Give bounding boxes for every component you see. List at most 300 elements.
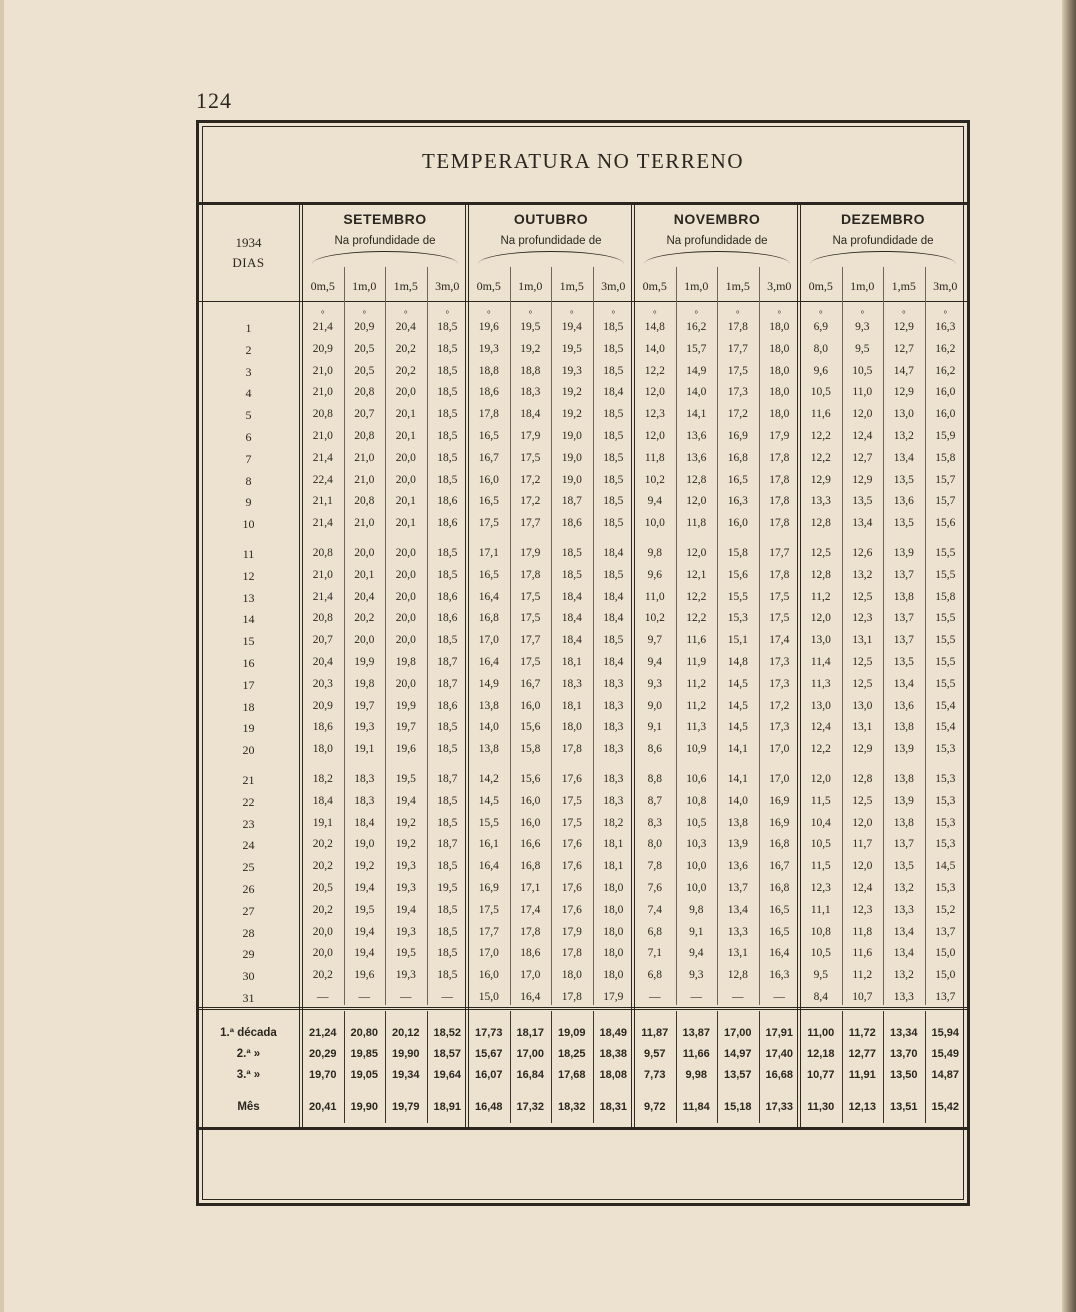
- temperature-cell: 11,5: [810, 860, 831, 873]
- temperature-cell: —: [649, 991, 661, 1003]
- temperature-cell: 18,5: [437, 925, 458, 938]
- temperature-cell: 18,6: [437, 612, 458, 625]
- temperature-cell: 13,0: [852, 699, 873, 712]
- temperature-cell: 16,6: [520, 838, 541, 851]
- temperature-cell: 16,8: [520, 860, 541, 873]
- temperature-cell: 17,8: [561, 991, 582, 1003]
- temperature-cell: 16,9: [769, 816, 790, 829]
- summary-value-cell: 15,18: [723, 1101, 752, 1113]
- temperature-cell: 18,6: [437, 699, 458, 712]
- temperature-cell: 12,2: [644, 364, 665, 377]
- temperature-cell: 18,4: [561, 590, 582, 603]
- temperature-cell: 13,8: [478, 699, 499, 712]
- summary-divider-line: [593, 1011, 594, 1123]
- temperature-cell: 12,0: [852, 408, 873, 421]
- temperature-cell: —: [358, 991, 370, 1003]
- degree-mark: °: [569, 309, 574, 319]
- table-title: TEMPERATURA NO TERRENO: [422, 149, 744, 173]
- temperature-cell: 17,5: [769, 612, 790, 625]
- temperature-cell: 20,5: [354, 364, 375, 377]
- temperature-cell: 13,9: [727, 838, 748, 851]
- temperature-cell: 13,1: [852, 721, 873, 734]
- temperature-cell: 19,3: [395, 925, 416, 938]
- summary-value-cell: 19,34: [391, 1069, 420, 1081]
- degree-mark: °: [320, 309, 325, 319]
- temperature-cell: 12,4: [852, 430, 873, 442]
- temperature-cell: 17,3: [769, 721, 790, 734]
- day-number: 25: [242, 860, 255, 875]
- summary-value-cell: 11,00: [807, 1027, 835, 1039]
- temperature-cell: 17,2: [769, 699, 790, 712]
- temperature-cell: 15,8: [935, 590, 956, 603]
- temperature-cell: 18,5: [437, 721, 458, 734]
- summary-value-cell: 17,73: [474, 1027, 503, 1039]
- depth-caption: Na profundidade de: [666, 235, 768, 247]
- temperature-cell: 18,1: [603, 838, 624, 851]
- temperature-cell: 17,3: [769, 656, 790, 668]
- temperature-cell: 21,1: [312, 495, 333, 508]
- temperature-cell: 13,1: [852, 634, 873, 647]
- temperature-cell: 17,8: [769, 517, 790, 530]
- temperature-cell: 17,8: [769, 568, 790, 581]
- temperature-cell: 17,7: [769, 547, 790, 559]
- temperature-cell: 20,9: [312, 342, 333, 355]
- temperature-cell: —: [732, 991, 744, 1003]
- temperature-cell: 10,4: [810, 816, 831, 829]
- degree-mark: °: [943, 309, 948, 319]
- temperature-cell: 8,3: [647, 816, 662, 829]
- temperature-cell: 12,0: [810, 773, 831, 785]
- temperature-cell: 12,0: [686, 547, 707, 559]
- temperature-cell: 15,4: [935, 699, 956, 712]
- summary-value-cell: 13,70: [889, 1048, 918, 1060]
- depth-column-header: 1m,0: [518, 279, 543, 293]
- summary-value-cell: 14,87: [931, 1069, 960, 1081]
- temperature-cell: 14,0: [686, 386, 707, 399]
- temperature-cell: 16,8: [769, 838, 790, 851]
- temperature-cell: 15,8: [935, 451, 956, 464]
- temperature-cell: 11,3: [686, 721, 707, 734]
- day-number: 4: [245, 386, 252, 401]
- temperature-cell: 16,2: [935, 364, 956, 377]
- temperature-cell: 14,1: [686, 408, 707, 421]
- temperature-cell: 20,0: [395, 677, 416, 690]
- summary-value-cell: 19,90: [391, 1048, 420, 1060]
- temperature-cell: 13,0: [810, 634, 831, 647]
- bottom-rule: [199, 1127, 967, 1130]
- temperature-cell: 13,7: [935, 925, 956, 938]
- depth-column-header: 3m,0: [933, 279, 958, 293]
- temperature-cell: 18,5: [437, 430, 458, 442]
- temperature-cell: 9,5: [813, 969, 828, 982]
- temperature-cell: 21,0: [312, 568, 333, 581]
- temperature-cell: 11,2: [852, 969, 873, 982]
- temperature-cell: 11,4: [810, 656, 831, 668]
- temperature-cell: 18,1: [603, 860, 624, 873]
- temperature-cell: 18,5: [437, 947, 458, 960]
- summary-value-cell: 19,64: [433, 1069, 462, 1081]
- temperature-cell: 16,3: [935, 321, 956, 333]
- summary-value-cell: 10,77: [806, 1069, 835, 1081]
- temperature-cell: 11,8: [644, 451, 665, 464]
- temperature-cell: 20,8: [354, 495, 375, 508]
- summary-value-cell: 12,13: [848, 1101, 877, 1113]
- temperature-cell: 12,6: [852, 547, 873, 559]
- temperature-cell: 20,5: [312, 882, 333, 894]
- temperature-cell: 8,0: [647, 838, 662, 851]
- day-number: 23: [242, 816, 255, 831]
- temperature-cell: 20,8: [312, 612, 333, 625]
- temperature-cell: 11,6: [852, 947, 873, 960]
- temperature-cell: 12,0: [644, 386, 665, 399]
- day-number: 10: [242, 517, 255, 532]
- temperature-cell: 13,6: [727, 860, 748, 873]
- temperature-cell: 12,9: [852, 743, 873, 756]
- summary-value-cell: 11,72: [848, 1027, 876, 1039]
- header-rule: [199, 301, 967, 302]
- temperature-cell: 11,9: [686, 656, 707, 668]
- depth-caption: Na profundidade de: [500, 235, 602, 247]
- day-number: 19: [242, 721, 255, 736]
- summary-value-cell: 16,68: [765, 1069, 794, 1081]
- temperature-cell: 19,0: [561, 451, 582, 464]
- temperature-cell: 18,5: [603, 451, 624, 464]
- temperature-cell: 16,4: [478, 656, 499, 668]
- depth-divider-line: [842, 267, 843, 1005]
- temperature-cell: 17,5: [769, 590, 790, 603]
- temperature-cell: 11,5: [810, 794, 831, 807]
- summary-value-cell: 18,38: [599, 1048, 628, 1060]
- temperature-cell: 12,3: [852, 903, 873, 916]
- temperature-cell: 13,4: [852, 517, 873, 530]
- depth-column-header: 0m,5: [476, 279, 501, 293]
- summary-value-cell: 19,09: [557, 1027, 586, 1039]
- day-number: 11: [242, 547, 255, 561]
- summary-divider-line: [344, 1011, 345, 1123]
- temperature-cell: 13,3: [893, 991, 914, 1003]
- temperature-cell: 18,6: [561, 517, 582, 530]
- temperature-cell: 18,4: [603, 590, 624, 603]
- depth-column-header: 3m,0: [601, 279, 626, 293]
- temperature-cell: 10,8: [686, 794, 707, 807]
- temperature-cell: 12,5: [852, 794, 873, 807]
- temperature-cell: 18,7: [437, 677, 458, 690]
- temperature-cell: 19,4: [561, 321, 582, 333]
- temperature-cell: 18,5: [437, 903, 458, 916]
- temperature-cell: 13,7: [893, 612, 914, 625]
- temperature-cell: 19,0: [561, 430, 582, 442]
- temperature-cell: 18,5: [437, 342, 458, 355]
- temperature-cell: 9,6: [647, 568, 662, 581]
- temperature-cell: 20,2: [312, 903, 333, 916]
- temperature-cell: 12,0: [810, 612, 831, 625]
- temperature-cell: 13,7: [893, 634, 914, 647]
- summary-divider-line: [427, 1011, 428, 1123]
- summary-value-cell: 19,85: [350, 1048, 379, 1060]
- depth-divider-line: [427, 267, 428, 1005]
- temperature-cell: 18,5: [437, 794, 458, 807]
- temperature-cell: 13,9: [893, 547, 914, 559]
- day-number: 18: [242, 699, 255, 714]
- day-number: 13: [242, 590, 255, 605]
- temperature-cell: 9,3: [855, 321, 870, 333]
- temperature-cell: 18,4: [561, 634, 582, 647]
- temperature-cell: 18,0: [312, 743, 333, 756]
- day-number: 27: [242, 903, 255, 918]
- temperature-cell: 13,3: [810, 495, 831, 508]
- temperature-cell: 17,8: [561, 947, 582, 960]
- day-number: 29: [242, 947, 255, 962]
- temperature-cell: 17,8: [520, 925, 541, 938]
- temperature-cell: 21,4: [312, 451, 333, 464]
- temperature-cell: 15,7: [935, 495, 956, 508]
- summary-value-cell: 20,80: [350, 1027, 379, 1039]
- day-number: 30: [242, 969, 255, 984]
- day-number: 26: [242, 882, 255, 896]
- temperature-cell: 17,8: [478, 408, 499, 421]
- temperature-cell: 20,4: [312, 656, 333, 668]
- summary-value-cell: 14,97: [723, 1048, 752, 1060]
- temperature-cell: 17,9: [603, 991, 624, 1003]
- temperature-cell: 18,5: [437, 451, 458, 464]
- depth-divider-line: [510, 267, 511, 1005]
- temperature-cell: 18,5: [437, 969, 458, 982]
- temperature-cell: 13,4: [893, 947, 914, 960]
- temperature-cell: 15,3: [935, 743, 956, 756]
- temperature-cell: 18,0: [769, 386, 790, 399]
- temperature-cell: 17,5: [520, 612, 541, 625]
- temperature-cell: 17,5: [520, 451, 541, 464]
- temperature-cell: 18,5: [437, 364, 458, 377]
- temperature-cell: 22,4: [312, 473, 333, 486]
- temperature-cell: 6,8: [647, 969, 662, 982]
- temperature-cell: 16,5: [478, 430, 499, 442]
- temperature-cell: 19,4: [354, 947, 375, 960]
- temperature-cell: 9,4: [647, 656, 662, 668]
- temperature-cell: 19,4: [395, 903, 416, 916]
- temperature-cell: 19,5: [437, 882, 458, 894]
- summary-row-label: 2.ª »: [236, 1048, 261, 1060]
- temperature-cell: 13,8: [893, 773, 914, 785]
- day-number: 20: [242, 743, 255, 758]
- temperature-cell: 18,3: [603, 699, 624, 712]
- temperature-cell: 18,0: [769, 342, 790, 355]
- summary-value-cell: 17,33: [765, 1101, 794, 1113]
- summary-value-cell: 12,77: [848, 1048, 877, 1060]
- month-divider-line: [299, 203, 303, 1127]
- temperature-cell: 18,5: [437, 547, 458, 559]
- temperature-cell: 18,0: [561, 721, 582, 734]
- temperature-cell: 20,5: [354, 342, 375, 355]
- temperature-cell: 21,0: [354, 473, 375, 486]
- temperature-cell: 19,5: [561, 342, 582, 355]
- temperature-cell: 16,8: [478, 612, 499, 625]
- temperature-cell: —: [441, 991, 453, 1003]
- month-name-setembro: SETEMBRO: [343, 211, 427, 227]
- depth-column-header: 1,m5: [891, 279, 916, 293]
- summary-value-cell: 18,31: [599, 1101, 628, 1113]
- temperature-cell: 12,5: [852, 656, 873, 668]
- summary-divider-line: [385, 1011, 386, 1123]
- summary-value-cell: 9,57: [644, 1048, 666, 1060]
- temperature-cell: 16,4: [478, 860, 499, 873]
- temperature-cell: 20,2: [312, 838, 333, 851]
- temperature-cell: 15,5: [935, 634, 956, 647]
- temperature-cell: 8,4: [813, 991, 828, 1003]
- summary-value-cell: 16,07: [474, 1069, 503, 1081]
- temperature-cell: 18,5: [603, 473, 624, 486]
- temperature-cell: 18,5: [437, 408, 458, 421]
- temperature-cell: 14,5: [478, 794, 499, 807]
- temperature-cell: 10,5: [810, 947, 831, 960]
- temperature-cell: 13,6: [893, 699, 914, 712]
- temperature-cell: 17,8: [769, 451, 790, 464]
- temperature-cell: 6,8: [647, 925, 662, 938]
- temperature-cell: 15,4: [935, 721, 956, 734]
- temperature-cell: 12,9: [810, 473, 831, 486]
- temperature-cell: 15,3: [727, 612, 748, 625]
- temperature-cell: 13,5: [852, 495, 873, 508]
- summary-value-cell: 13,51: [889, 1101, 918, 1113]
- summary-value-cell: 15,94: [931, 1027, 960, 1039]
- temperature-cell: 18,0: [603, 925, 624, 938]
- temperature-cell: 17,2: [520, 473, 541, 486]
- temperature-cell: 17,6: [561, 903, 582, 916]
- temperature-cell: 20,9: [312, 699, 333, 712]
- temperature-cell: 9,5: [855, 342, 870, 355]
- summary-value-cell: 7,73: [644, 1069, 666, 1081]
- summary-value-cell: 18,57: [433, 1048, 462, 1060]
- depth-column-header: 0m,5: [310, 279, 335, 293]
- day-number: 22: [242, 794, 255, 809]
- temperature-cell: 20,0: [395, 568, 416, 581]
- temperature-cell: 12,0: [644, 430, 665, 442]
- temperature-cell: 15,3: [935, 794, 956, 807]
- day-number: 12: [242, 568, 255, 583]
- temperature-cell: 16,0: [478, 473, 499, 486]
- depth-column-header: 0m,5: [642, 279, 667, 293]
- summary-value-cell: 13,57: [723, 1069, 752, 1081]
- temperature-cell: 16,4: [478, 590, 499, 603]
- depth-divider-line: [883, 267, 884, 1005]
- degree-mark: °: [445, 309, 450, 319]
- temperature-cell: 12,3: [852, 612, 873, 625]
- temperature-cell: 19,3: [561, 364, 582, 377]
- temperature-cell: —: [400, 991, 412, 1003]
- day-number: 6: [245, 430, 252, 444]
- temperature-cell: 13,9: [893, 743, 914, 756]
- temperature-cell: 15,3: [935, 838, 956, 851]
- temperature-cell: 11,7: [852, 838, 873, 851]
- temperature-cell: 12,0: [852, 860, 873, 873]
- degree-mark: °: [486, 309, 491, 319]
- depth-column-header: 1m,0: [850, 279, 875, 293]
- temperature-cell: 7,4: [647, 903, 662, 916]
- temperature-cell: 12,9: [893, 321, 914, 333]
- temperature-cell: 14,1: [727, 773, 748, 785]
- temperature-cell: 19,2: [395, 838, 416, 851]
- degree-mark: °: [652, 309, 657, 319]
- temperature-cell: 17,8: [769, 495, 790, 508]
- summary-value-cell: 15,42: [931, 1101, 960, 1113]
- temperature-cell: 15,9: [935, 430, 956, 442]
- temperature-cell: 18,3: [603, 773, 624, 785]
- temperature-cell: 19,4: [354, 882, 375, 894]
- temperature-cell: 21,0: [354, 451, 375, 464]
- temperature-cell: 16,1: [478, 838, 499, 851]
- temperature-cell: 13,8: [893, 590, 914, 603]
- temperature-cell: 20,0: [395, 612, 416, 625]
- temperature-cell: 14,0: [644, 342, 665, 355]
- temperature-cell: 12,8: [727, 969, 748, 982]
- summary-value-cell: 11,66: [682, 1048, 710, 1060]
- temperature-cell: 20,2: [395, 342, 416, 355]
- temperature-cell: 20,7: [312, 634, 333, 647]
- temperature-cell: 17,3: [769, 677, 790, 690]
- temperature-cell: 20,2: [395, 364, 416, 377]
- day-number: 24: [242, 838, 255, 853]
- temperature-cell: 10,9: [686, 743, 707, 756]
- temperature-cell: 18,5: [437, 473, 458, 486]
- temperature-cell: 16,8: [769, 882, 790, 894]
- summary-value-cell: 21,24: [308, 1027, 337, 1039]
- year-label: 1934: [235, 235, 262, 250]
- temperature-cell: 13,4: [893, 677, 914, 690]
- month-name-outubro: OUTUBRO: [513, 211, 589, 227]
- temperature-cell: 17,1: [520, 882, 541, 894]
- degree-mark: °: [403, 309, 408, 319]
- temperature-cell: 17,8: [727, 321, 748, 333]
- temperature-cell: 19,8: [395, 656, 416, 668]
- temperature-cell: 18,5: [603, 321, 624, 333]
- temperature-cell: 15,8: [727, 547, 748, 559]
- summary-value-cell: 19,05: [350, 1069, 379, 1081]
- temperature-cell: 7,1: [647, 947, 662, 960]
- temperature-cell: 9,1: [689, 925, 704, 938]
- summary-value-cell: 9,98: [685, 1069, 707, 1081]
- temperature-cell: 13,2: [893, 430, 914, 442]
- temperature-cell: 12,2: [686, 590, 707, 603]
- temperature-cell: 12,0: [686, 495, 707, 508]
- temperature-cell: 16,0: [727, 517, 748, 530]
- month-divider-line: [631, 203, 635, 1127]
- summary-value-cell: 18,08: [599, 1069, 628, 1081]
- temperature-cell: 6,9: [813, 321, 828, 333]
- temperature-cell: 16,3: [769, 969, 790, 982]
- temperature-cell: 9,4: [647, 495, 662, 508]
- summary-value-cell: 20,41: [308, 1101, 337, 1113]
- temperature-cell: 18,5: [437, 386, 458, 399]
- summary-value-cell: 17,40: [765, 1048, 794, 1060]
- temperature-cell: 18,4: [312, 794, 333, 807]
- temperature-cell: 15,0: [935, 969, 956, 982]
- temperature-cell: 16,5: [478, 495, 499, 508]
- month-name-dezembro: DEZEMBRO: [840, 211, 926, 227]
- temperature-cell: 16,9: [478, 882, 499, 894]
- temperature-cell: 12,3: [644, 408, 665, 421]
- temperature-cell: 13,5: [893, 473, 914, 486]
- depth-column-header: 1m,0: [352, 279, 377, 293]
- temperature-cell: 20,0: [354, 634, 375, 647]
- day-number: 2: [245, 342, 252, 357]
- temperature-cell: 19,3: [395, 969, 416, 982]
- temperature-cell: 17,2: [520, 495, 541, 508]
- temperature-cell: 19,3: [395, 860, 416, 873]
- temperature-cell: 13,4: [893, 925, 914, 938]
- temperature-cell: 13,5: [893, 517, 914, 530]
- temperature-cell: 19,2: [561, 386, 582, 399]
- temperature-cell: 18,7: [561, 495, 582, 508]
